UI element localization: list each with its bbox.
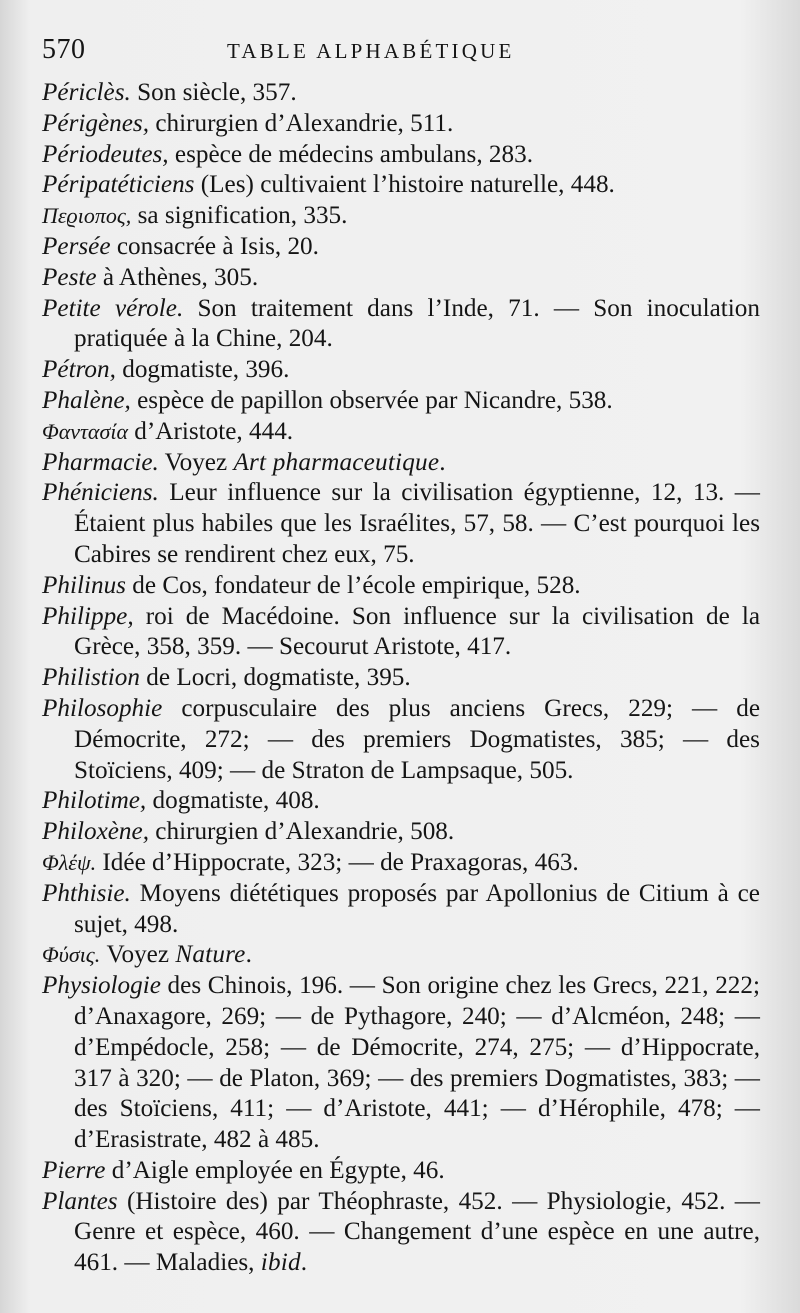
index-entry — [42, 140, 760, 171]
entry-text: Son siècle, 357. — [130, 79, 297, 106]
entry-text: (Histoire des) par Théophraste, 452. — Physiologie, 452. — Genre et espèce, 460. — Changement d’une espèce en une autre, 461. — Maladies, — [74, 1187, 760, 1277]
entry-headword: Périodeutes, — [42, 140, 169, 168]
index-entry — [42, 109, 760, 140]
entry-text: sa signification, 335. — [131, 202, 348, 230]
entry-headword: Périclès. — [42, 79, 131, 106]
index-entry — [42, 170, 760, 201]
entry-tail: . — [300, 1249, 308, 1277]
entry-text: corpusculaire des plus anciens Grecs, 229; — de Démocrite, 272; — des premiers Dogmatistes, 385; — des Stoïciens, 409; — de Straton de Lampsaque, 505. — [74, 694, 760, 784]
entry-text: chirurgien d’Alexandrie, 511. — [149, 109, 454, 137]
index-entry — [42, 78, 760, 109]
entry-tail: . — [439, 448, 446, 476]
running-title: TABLE ALPHABÉTIQUE — [227, 39, 515, 63]
entry-text: Leur influence sur la civilisation égyptienne, 12, 13. — Étaient plus habiles que les Israélites, 57, 58. — C’est pourquoi les Cabires se rendirent chez eux, 75. — [74, 479, 760, 568]
index-entry — [42, 1156, 760, 1187]
entry-headword: Φαντασία — [42, 418, 128, 444]
entry-headword: Philistion — [42, 664, 140, 692]
index-entry — [42, 417, 760, 448]
entry-headword: Phalène, — [42, 386, 131, 414]
index-entry — [42, 201, 760, 232]
entry-text: dogmatiste, 396. — [115, 356, 290, 384]
index-entry — [42, 940, 760, 971]
entry-headword: Périgènes, — [42, 109, 150, 137]
entry-headword: Plantes — [42, 1187, 118, 1215]
index-entry — [42, 971, 760, 1156]
entry-reference: Art pharmaceutique — [233, 448, 440, 476]
entry-headword: Πεϱιοπος, — [42, 203, 132, 229]
index-entry — [42, 232, 760, 263]
entry-text: dogmatiste, 408. — [146, 787, 320, 815]
entry-text: roi de Macédoine. Son influence sur la civilisation de la Grèce, 358, 359. — Secourut Aristote, 417. — [74, 602, 760, 661]
entry-headword: Peste — [42, 263, 97, 291]
entry-headword: Pierre — [42, 1156, 106, 1184]
entry-headword: Physiologie — [42, 972, 161, 1000]
entry-text: Son traitement dans l’Inde, 71. — Son inoculation pratiquée à la Chine, 204. — [74, 294, 760, 353]
index-entry — [42, 786, 760, 817]
entry-text: de Cos, fondateur de l’école empirique, 528. — [125, 571, 581, 599]
index-entry — [42, 571, 760, 602]
index-entry — [42, 355, 760, 386]
entry-headword: Pétron, — [42, 356, 116, 384]
index-entry — [42, 848, 760, 879]
index-entry — [42, 294, 760, 356]
entry-text: Voyez — [100, 941, 176, 969]
index-entry — [42, 448, 760, 479]
entry-text: à Athènes, 305. — [96, 263, 259, 291]
entry-reference: ibid — [260, 1249, 301, 1277]
entry-text: d’Aigle employée en Égypte, 46. — [105, 1156, 445, 1184]
entry-headword: Pharmacie. — [42, 448, 159, 476]
entry-headword: Persée — [42, 232, 111, 260]
entry-text: de Locri, dogmatiste, 395. — [139, 664, 411, 692]
entry-text: consacrée à Isis, 20. — [110, 232, 319, 260]
entry-text: Moyens diététiques proposés par Apollonius de Citium à ce sujet, 498. — [74, 879, 760, 938]
index-entry — [42, 817, 760, 848]
page-header — [42, 34, 760, 74]
entry-text: Idée d’Hippocrate, 323; — de Praxagoras, 463. — [96, 848, 579, 876]
entry-headword: Philosophie — [42, 694, 163, 722]
index-entry — [42, 663, 760, 694]
entry-headword: Phéniciens. — [42, 479, 159, 507]
entry-text: Voyez — [158, 448, 234, 476]
entry-text: espèce de médecins ambulans, 283. — [168, 140, 534, 168]
entry-tail: . — [245, 941, 252, 969]
entry-text: (Les) cultivaient l’histoire naturelle, 448. — [194, 171, 615, 199]
index-entry — [42, 1187, 760, 1279]
entry-text: espèce de papillon observée par Nicandre, 538. — [130, 386, 613, 414]
entry-text: chirurgien d’Alexandrie, 508. — [149, 818, 455, 846]
entry-headword: Φλέψ. — [42, 849, 97, 875]
entry-headword: Péripatéticiens — [42, 171, 195, 199]
page-number: 570 — [42, 34, 86, 65]
entry-headword: Philotime, — [42, 787, 147, 815]
index-entry — [42, 879, 760, 941]
entry-headword: Philippe, — [42, 602, 134, 630]
index-entries — [42, 78, 760, 1279]
index-entry — [42, 386, 760, 417]
index-entry — [42, 602, 760, 664]
entry-headword: Φύσις. — [42, 942, 101, 968]
entry-headword: Phthisie. — [42, 879, 131, 907]
index-entry — [42, 478, 760, 570]
entry-headword: Philinus — [42, 571, 126, 599]
index-entry — [42, 263, 760, 294]
entry-headword: Petite vérole. — [42, 294, 184, 322]
entry-reference: Nature — [175, 941, 246, 969]
entry-text: des Chinois, 196. — Son origine chez les Grecs, 221, 222; d’Anaxagore, 269; — de Pythagore, 240; — d’Alcméon, 248; — d’Empédocle, 258; — de Démocrite, 274, 275; — d’Hippocrate, 317 à 320; — de Platon, 369; — des premiers Dogmatistes, 383; — des Stoïciens, 411; — d’Aristote, 441; — d’Hérophile, 478; — d’Erasistrate, 482 à 485. — [74, 972, 760, 1154]
index-entry — [42, 694, 760, 786]
entry-text: d’Aristote, 444. — [128, 417, 294, 445]
entry-headword: Philoxène, — [42, 818, 149, 846]
